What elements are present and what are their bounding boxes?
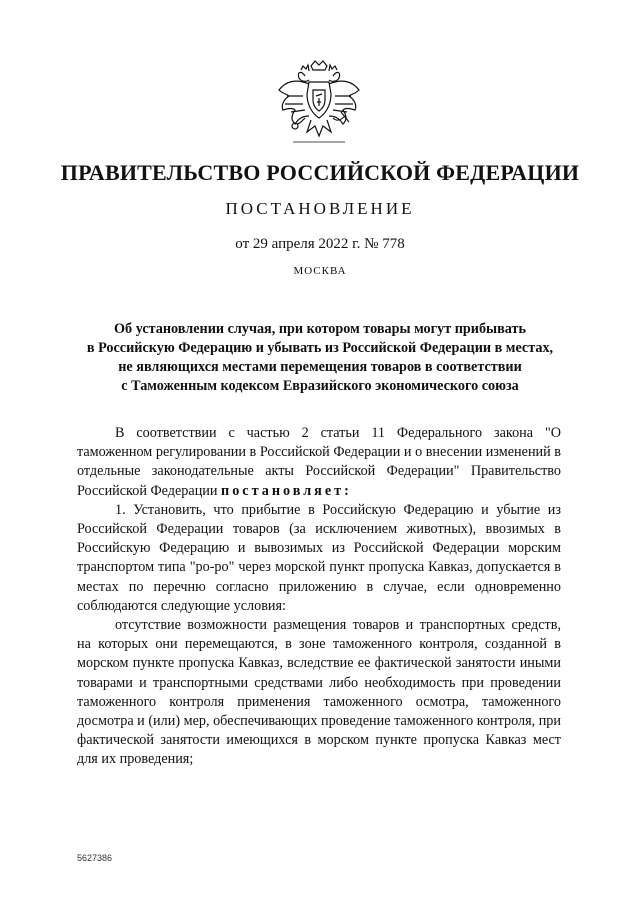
heading-line: в Российскую Федерацию и убывать из Российской Федерации в местах, (86, 340, 554, 356)
government-title: ПРАВИТЕЛЬСТВО РОССИЙСКОЙ ФЕДЕРАЦИИ (60, 160, 580, 185)
document-city: МОСКВА (293, 265, 347, 277)
heading-line: не являющихся местами перемещения товаров в соответствии (118, 359, 522, 375)
paragraph-1: 1. Установить, что прибытие в Российскую Федерацию и убытие из Российской Федерации товаров (за исключением животных), ввозимых в Российскую Федерацию и вывозимых из Российской Федерации морским транспортом типа "ро-ро" через морской пункт пропуска Кавказ, допускается в местах по перечню согласно приложению в случае, если одновременно соблюдаются следующие условия: (77, 501, 561, 614)
intro-text: В соответствии с частью 2 статьи 11 Федерального закона "О таможенном регулировании в Российской Федерации и о внесении изменений в отдельные законодательные акты Российской Федерации" Правительство Российской Федерации (77, 425, 561, 499)
document-body (77, 424, 561, 770)
intro-paragraph (77, 424, 561, 501)
document-type: ПОСТАНОВЛЕНИЕ (225, 199, 415, 218)
paragraph-2: отсутствие возможности размещения товаров и транспортных средств, на которых они перемещаются, в зоне таможенного контроля, созданной в морском пункте пропуска Кавказ, вследствие ее фактической занятости иными товарами и транспортными средствами либо необходимость при проведении таможенного контроля применения таможенного осмотра, таможенного досмотра и (или) мер, обеспечивающих проведение таможенного контроля, при фактической занятости имеющихся в морском пункте пропуска Кавказ мест для их проведения; (77, 617, 561, 768)
decree-word: постановляет: (221, 482, 352, 499)
document-code: 5627386 (77, 853, 113, 863)
document-heading (60, 320, 580, 396)
heading-line: с Таможенным кодексом Евразийского экономического союза (121, 378, 519, 394)
document-date-number: от 29 апреля 2022 г. № 778 (235, 236, 405, 252)
coat-of-arms-icon (275, 60, 363, 152)
heading-line: Об установлении случая, при котором товары могут прибывать (114, 321, 526, 337)
